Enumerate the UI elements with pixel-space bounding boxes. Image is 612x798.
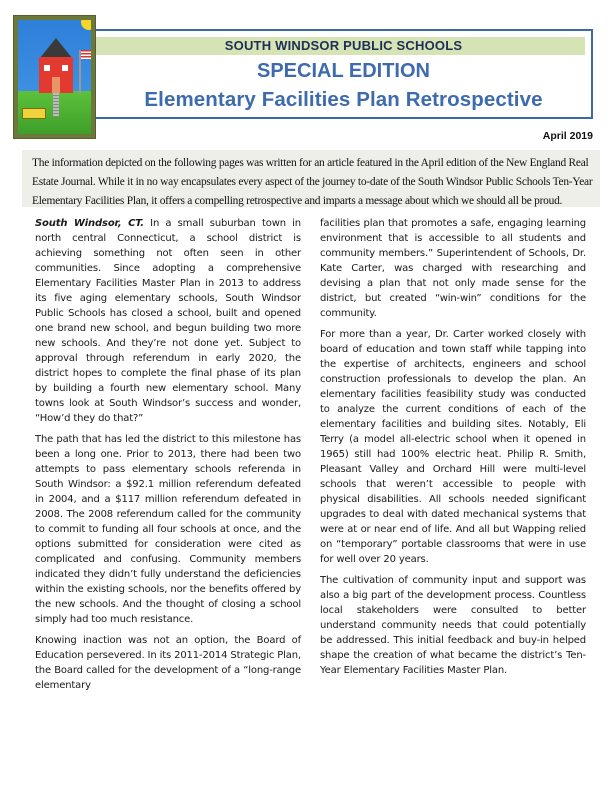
article-paragraph: The cultivation of community input and support was also a big part of the development process. Countless local stakeholders were consulted to better understand community needs that could potentially be addressed. This initial feedback and buy-in helped shape the creation of what became the district’s Ten-Year Elementary Facilities Master Plan. xyxy=(320,575,586,676)
flag-icon xyxy=(81,50,91,59)
issue-date: April 2019 xyxy=(542,130,593,142)
intro-note xyxy=(22,150,600,207)
article-paragraph: For more than a year, Dr. Carter worked closely with board of education and town staff while tapping into the expertise of architects, engineers and school construction professionals to develop the plan. An elementary facilities feasibility study was conducted to analyze the current conditions of each of the elementary facilities and building sites. Notably, Eli Terry (a model all-electric school when it opened in 1965) still had 100% electric heat. Philip R. Smith, Pleasant Valley and Orchard Hill were multi-level schools that weren’t accessible to people with physical disabilities. All schools needed significant upgrades to deal with dated mechanical systems that were at or near end of life. And all but Wapping relied on “temporary” portable classrooms that were in use for well over 20 years. xyxy=(320,329,586,565)
path-graphic xyxy=(53,93,59,117)
intro-line: Estate Journal. While it in no way encapsulates every aspect of the journey to-date of the South Windsor Public Schools Ten-Year xyxy=(32,175,593,188)
dateline: South Windsor, CT. xyxy=(35,218,144,229)
sun-graphic xyxy=(81,20,91,30)
school-bus-graphic xyxy=(22,108,46,119)
window-graphic xyxy=(62,65,68,71)
article-paragraph xyxy=(35,216,301,426)
header-artwork xyxy=(13,15,96,139)
school-drawing-image xyxy=(18,20,91,134)
intro-line: The information depicted on the following pages was written for an article featured in the April edition of the New England Real xyxy=(32,157,589,169)
article-paragraph: facilities plan that promotes a safe, engaging learning environment that is accessible to all students and community members.” Superintendent of Schools, Dr. Kate Carter, was charged with researching and devising a plan that not only made sense for the district, but created “win-win” conditions for the community. xyxy=(320,218,586,319)
paragraph-text: In a small suburban town in north central Connecticut, a school district is achieving something not often seen in other communities. Since adopting a comprehensive Elementary Facilities Master Plan in 2013 to address its five aging elementary schools, South Windsor Public Schools has closed a school, built and opened one brand new school, and begun building two more new schools. And they’re not done yet. Subject to approval through referendum in early 2020, the district hopes to complete the final phase of its plan by building a fourth new elementary school. Many towns look at South Windsor’s success and wonder, “How’d they do that?” xyxy=(35,218,301,424)
intro-line: Elementary Facilities Plan, it offers a compelling retrospective and imparts a message about which we should all be proud. xyxy=(32,194,563,207)
article-right-column xyxy=(320,216,586,684)
roof-graphic xyxy=(40,38,72,58)
window-graphic xyxy=(44,65,50,71)
article-paragraph: The path that has led the district to this milestone has been a long one. Prior to 2013, there had been two attempts to pass elementary schools referenda in South Windsor: a $92.1 million referendum defeated in 2004, and a $117 million referendum defeated in 2008. The 2008 referendum called for the community to commit to funding all four schools at once, and the options submitted for consideration were cited as complicated and confusing. Community members indicated they didn’t fully understand the deficiencies within the existing schools, nor the benefits offered by the new schools. And the thought of closing a school simply had too much resistance. xyxy=(35,434,301,625)
door-graphic xyxy=(52,77,60,93)
title-box xyxy=(96,29,593,119)
house-graphic xyxy=(39,57,73,93)
newsletter-subtitle: Elementary Facilities Plan Retrospective xyxy=(144,88,543,111)
article-left-column xyxy=(35,216,301,699)
article-paragraph: Knowing inaction was not an option, the Board of Education persevered. In its 2011-2014 Strategic Plan, the Board called for the development of a “long-range elementary xyxy=(35,635,301,691)
edition-title: SPECIAL EDITION xyxy=(257,60,430,82)
masthead: SOUTH WINDSOR PUBLIC SCHOOLS xyxy=(224,38,463,53)
